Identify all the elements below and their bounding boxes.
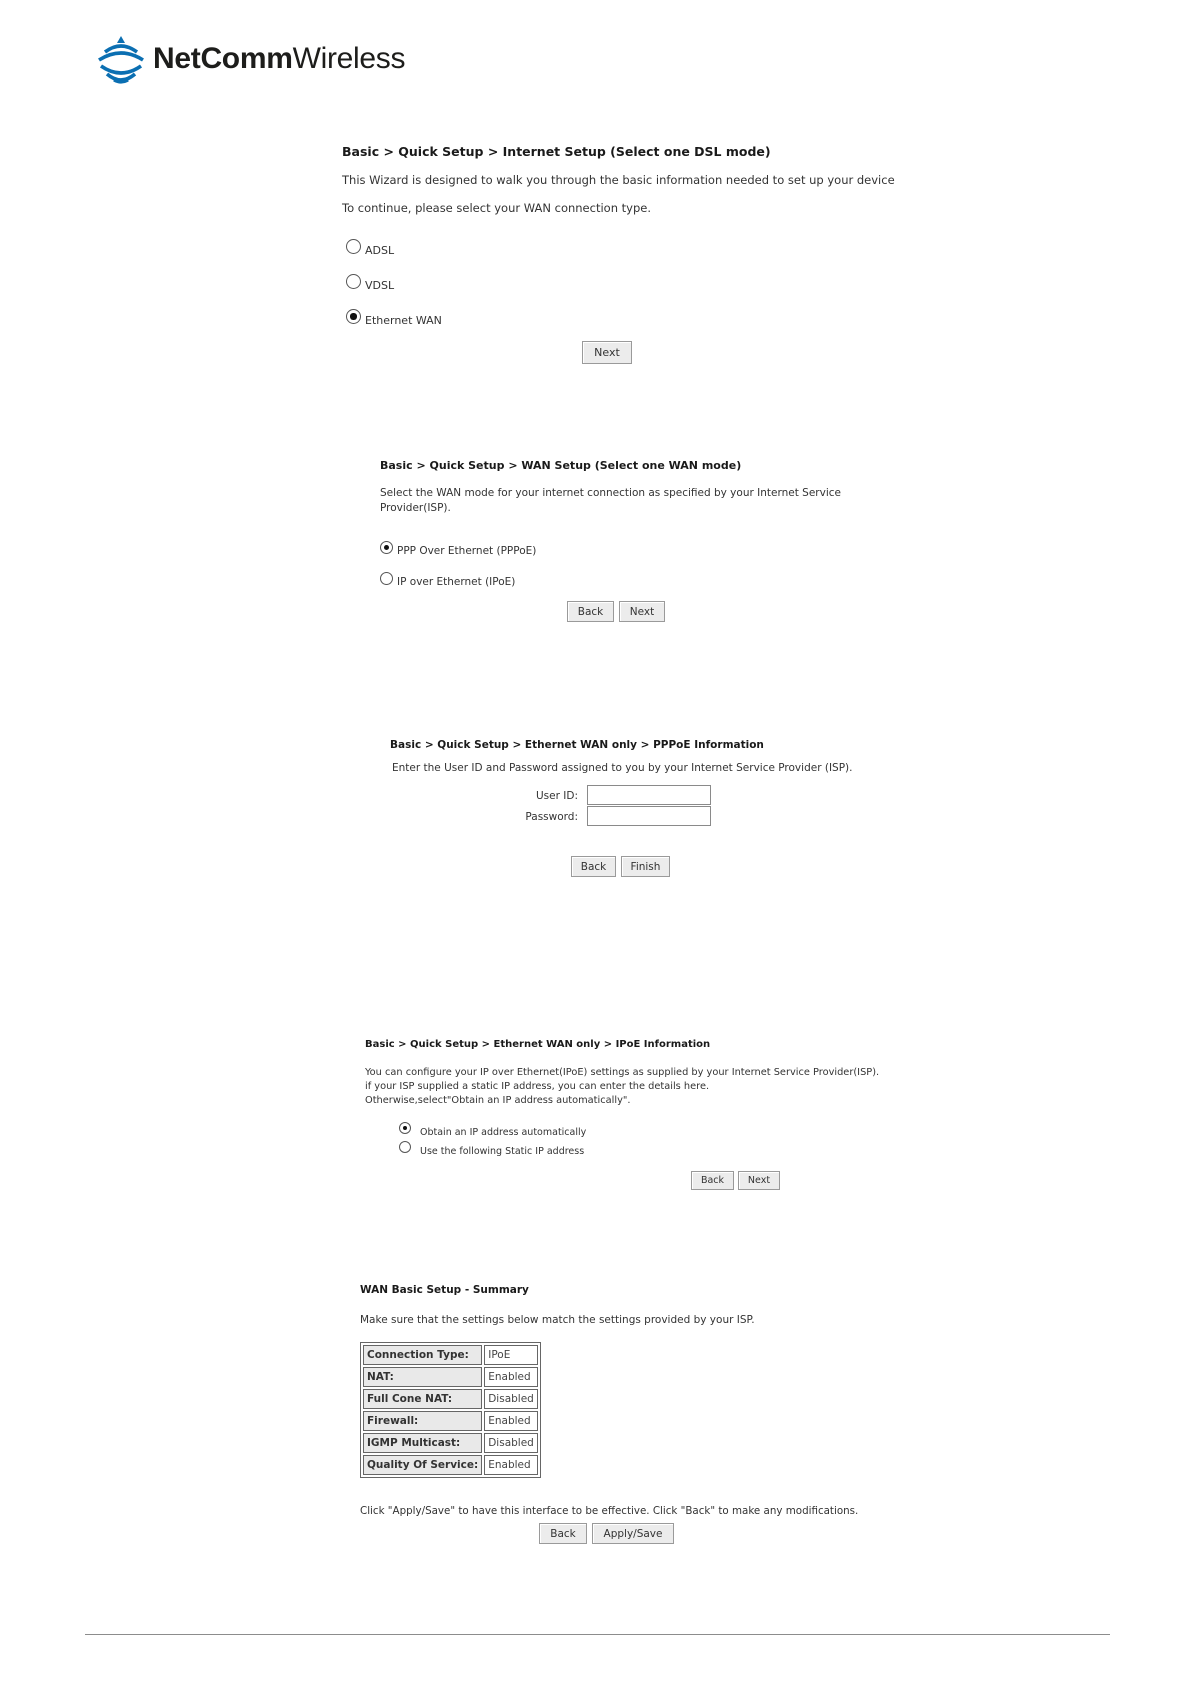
page-title: Basic > Quick Setup > Ethernet WAN only > PPPoE Information [390,739,764,751]
page-title: Basic > Quick Setup > WAN Setup (Select one WAN mode) [380,459,742,472]
pppoe-desc: Enter the User ID and Password assigned to you by your Internet Service Provider (ISP). [392,762,853,774]
radio-ipoe[interactable] [380,572,393,585]
ipoe-desc-line1: You can configure your IP over Ethernet(IPoE) settings as supplied by your Internet Service Provider(ISP). [365,1067,880,1078]
summary-table [360,1342,541,1478]
user-id-label: User ID: [536,790,578,802]
summary-value: Disabled [484,1433,538,1453]
wizard-instruction-text: To continue, please select your WAN connection type. [342,201,651,215]
user-id-input[interactable] [587,785,711,805]
radio-pppoe[interactable] [380,541,393,554]
radio-selected-dot [350,313,356,319]
radio-adsl-label: ADSL [365,244,395,257]
table-row [363,1345,538,1365]
radio-vdsl-label: VDSL [365,279,395,292]
page-title: Basic > Quick Setup > Ethernet WAN only > IPoE Information [365,1039,711,1050]
password-label: Password: [525,811,578,823]
back-button[interactable]: Back [539,1523,587,1544]
back-button[interactable]: Back [691,1171,734,1190]
radio-selected-dot [384,545,389,550]
summary-key: Connection Type: [363,1345,482,1365]
wan-mode-desc: Select the WAN mode for your internet connection as specified by your Internet Service [380,487,841,499]
table-row [363,1411,538,1431]
radio-obtain-ip-auto[interactable] [399,1122,411,1134]
finish-button[interactable]: Finish [621,856,670,877]
radio-selected-dot [403,1126,408,1131]
wizard-intro-text: This Wizard is designed to walk you through the basic information needed to set up your device [342,173,895,187]
summary-value: Enabled [484,1367,538,1387]
brand-logo [95,34,405,84]
summary-value: IPoE [484,1345,538,1365]
ipoe-desc-line3: Otherwise,select"Obtain an IP address automatically". [365,1095,631,1106]
radio-vdsl[interactable] [346,274,361,289]
radio-static-ip-label: Use the following Static IP address [420,1146,585,1157]
summary-desc: Make sure that the settings below match the settings provided by your ISP. [360,1314,755,1326]
ipoe-desc-line2: if your ISP supplied a static IP address, you can enter the details here. [365,1081,710,1092]
summary-value: Enabled [484,1455,538,1475]
radio-ipoe-label: IP over Ethernet (IPoE) [397,576,516,588]
next-button[interactable]: Next [738,1171,780,1190]
radio-ethernet-wan-label: Ethernet WAN [365,314,442,327]
summary-value: Enabled [484,1411,538,1431]
next-button[interactable]: Next [619,601,665,622]
wifi-signal-icon [95,34,147,84]
table-row [363,1433,538,1453]
radio-obtain-ip-auto-label: Obtain an IP address automatically [420,1127,587,1138]
apply-save-button[interactable]: Apply/Save [592,1523,674,1544]
summary-key: Full Cone NAT: [363,1389,482,1409]
radio-adsl[interactable] [346,239,361,254]
radio-ethernet-wan[interactable] [346,309,361,324]
summary-footer-note: Click "Apply/Save" to have this interface to be effective. Click "Back" to make any modifications. [360,1505,859,1517]
summary-key: NAT: [363,1367,482,1387]
page-title: WAN Basic Setup - Summary [360,1284,529,1296]
summary-value: Disabled [484,1389,538,1409]
radio-static-ip[interactable] [399,1141,411,1153]
footer-divider [85,1634,1110,1635]
brand-name: NetCommWireless [153,42,406,75]
page-title: Basic > Quick Setup > Internet Setup (Select one DSL mode) [342,144,771,159]
summary-key: Quality Of Service: [363,1455,482,1475]
password-input[interactable] [587,806,711,826]
next-button[interactable]: Next [582,341,632,364]
table-row [363,1389,538,1409]
summary-key: Firewall: [363,1411,482,1431]
wan-mode-desc-cont: Provider(ISP). [380,502,451,514]
table-row [363,1367,538,1387]
summary-key: IGMP Multicast: [363,1433,482,1453]
back-button[interactable]: Back [571,856,616,877]
table-row [363,1455,538,1475]
radio-pppoe-label: PPP Over Ethernet (PPPoE) [397,545,537,557]
back-button[interactable]: Back [567,601,614,622]
